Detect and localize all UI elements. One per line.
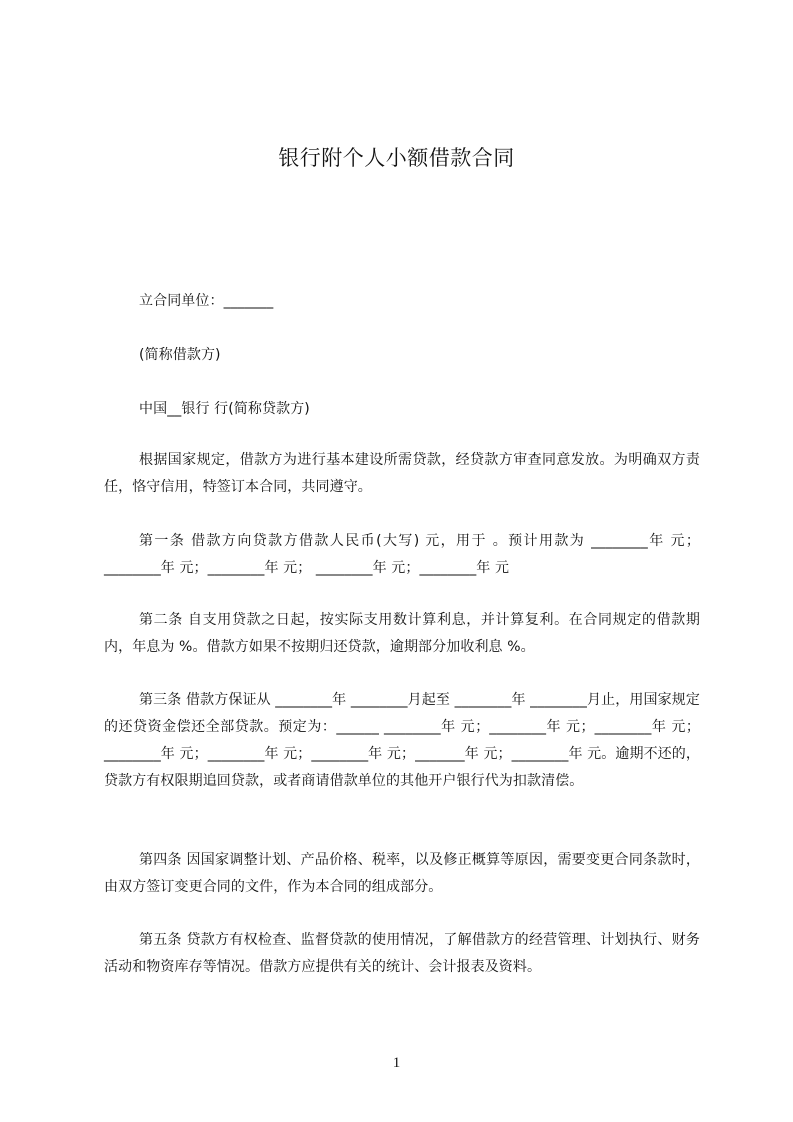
page-number: 1 [392, 1055, 401, 1071]
borrower-abbreviation: (简称借款方) [139, 347, 221, 363]
contract-party-line: 立合同单位：_______ [139, 293, 274, 309]
article-1: 第一条 借款方向贷款方借款人民币(大写) 元，用于 。预计用款为 ________年 元；________年 元；________年 元； ________年 元；________年 元 [104, 533, 700, 576]
article-3: 第三条 借款方保证从 ________年 ________月起至 ________年 ________月止，用国家规定的还贷资金偿还全部贷款。预定为：______ ________年 元；________年 元；________年 元； ________年 元；________年 元；________年 元；_______年 元；________年 元。逾期不还的，贷款方有权限期追回贷款，或者商请借款单位的其他开户银行代为扣款清偿。 [104, 692, 700, 789]
article-4: 第四条 因国家调整计划、产品价格、税率，以及修正概算等原因，需要变更合同条款时，由双方签订变更合同的文件，作为本合同的组成部分。 [104, 852, 700, 895]
preamble-paragraph: 根据国家规定，借款方为进行基本建设所需贷款，经贷款方审查同意发放。为明确双方责任，恪守信用，特签订本合同，共同遵守。 [104, 452, 700, 495]
article-5: 第五条 贷款方有权检查、监督贷款的使用情况，了解借款方的经营管理、计划执行、财务活动和物资库存等情况。借款方应提供有关的统计、会计报表及资料。 [104, 932, 700, 975]
lender-line: 中国__银行 行(简称贷款方) [139, 401, 310, 417]
article-2: 第二条 自支用贷款之日起，按实际支用数计算利息，并计算复利。在合同规定的借款期内，年息为 %。借款方如果不按期归还贷款，逾期部分加收利息 %。 [104, 612, 700, 655]
page-title: 银行附个人小额借款合同 [278, 146, 515, 170]
